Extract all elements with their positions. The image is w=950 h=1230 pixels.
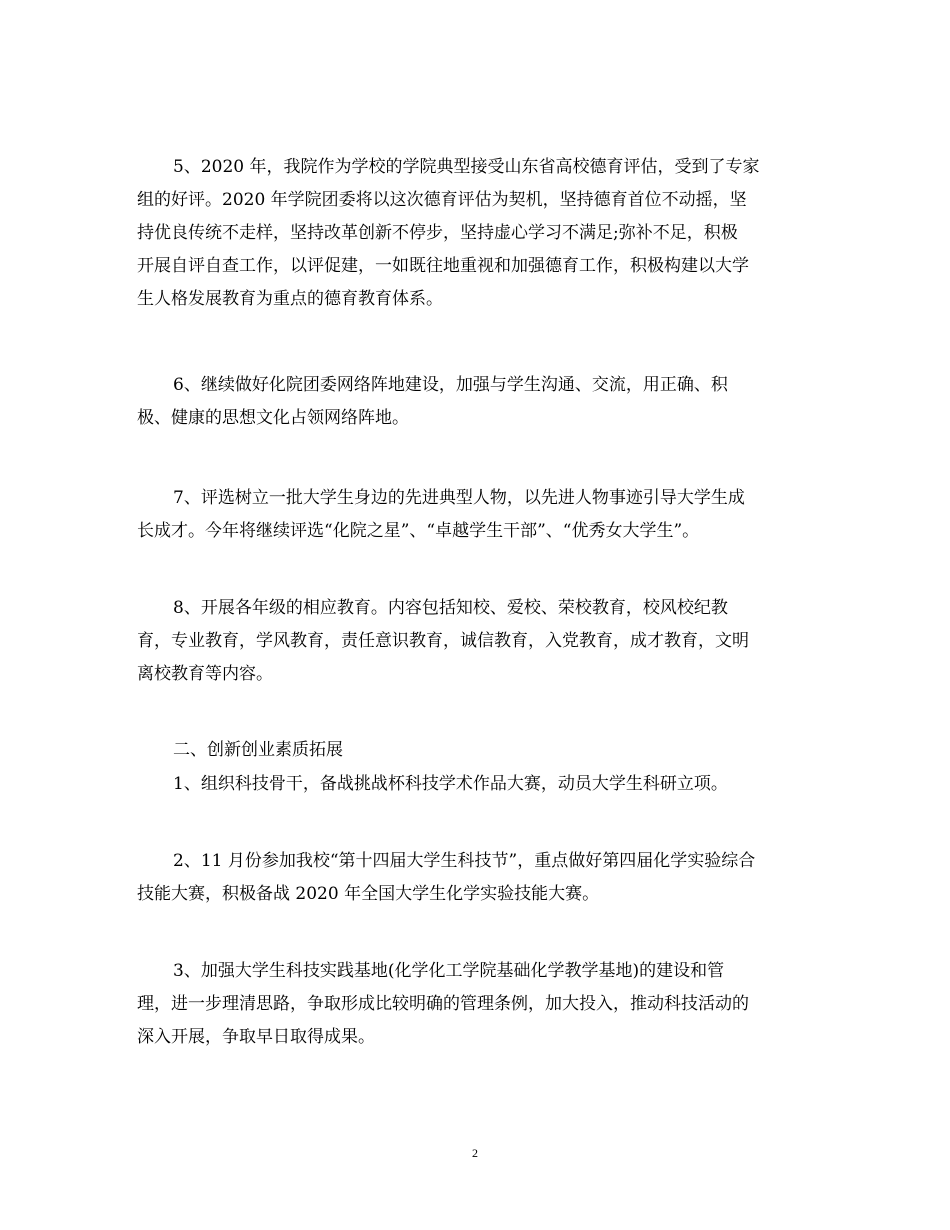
text-line: 持优良传统不走样，坚持改革创新不停步，坚持虚心学习不满足;弥补不足，积极 [137, 223, 738, 243]
paragraph-section-2-item-2 [137, 845, 817, 911]
paragraph-item-6 [137, 369, 817, 435]
text-line: 长成才。今年将继续评选“化院之星”、“卓越学生干部”、“优秀女大学生”。 [137, 521, 700, 541]
paragraph-item-7 [137, 482, 817, 548]
paragraph-item-5 [137, 151, 817, 316]
text-line: 组的好评。2020 年学院团委将以这次德育评估为契机，坚持德育首位不动摇，坚 [137, 190, 747, 210]
text-line: 8、开展各年级的相应教育。内容包括知校、爱校、荣校教育，校风校纪教 [173, 598, 728, 618]
paragraph-item-8 [137, 592, 817, 691]
text-line: 3、加强大学生科技实践基地(化学化工学院基础化学教学基地)的建设和管 [173, 961, 725, 981]
text-line: 1、组织科技骨干，备战挑战杯科技学术作品大赛，动员大学生科研立项。 [173, 774, 728, 794]
text-line: 技能大赛，积极备战 2020 年全国大学生化学实验技能大赛。 [137, 884, 600, 904]
text-line: 育，专业教育，学风教育，责任意识教育，诚信教育，入党教育，成才教育，文明 [137, 631, 749, 651]
text-line: 极、健康的思想文化占领网络阵地。 [137, 408, 409, 428]
page-number: 2 [472, 1146, 478, 1160]
text-line: 二、创新创业素质拓展 [173, 740, 343, 760]
text-line: 深入开展，争取早日取得成果。 [137, 1027, 375, 1047]
text-line: 生人格发展教育为重点的德育教育体系。 [137, 289, 443, 309]
text-line: 理，进一步理清思路，争取形成比较明确的管理条例，加大投入，推动科技活动的 [137, 994, 749, 1014]
text-line: 开展自评自查工作，以评促建，一如既往地重视和加强德育工作，积极构建以大学 [137, 256, 749, 276]
paragraph-section-2-item-3 [137, 955, 817, 1054]
text-line: 2、11 月份参加我校“第十四届大学生科技节”，重点做好第四届化学实验综合 [173, 851, 756, 871]
paragraph-section-2-item-1 [137, 768, 817, 801]
text-line: 7、评选树立一批大学生身边的先进典型人物，以先进人物事迹引导大学生成 [173, 488, 745, 508]
text-line: 离校教育等内容。 [137, 664, 273, 684]
section-heading [137, 734, 817, 767]
text-line: 6、继续做好化院团委网络阵地建设，加强与学生沟通、交流，用正确、积 [173, 375, 728, 395]
text-line: 5、2020 年，我院作为学校的学院典型接受山东省高校德育评估，受到了专家 [173, 157, 760, 177]
